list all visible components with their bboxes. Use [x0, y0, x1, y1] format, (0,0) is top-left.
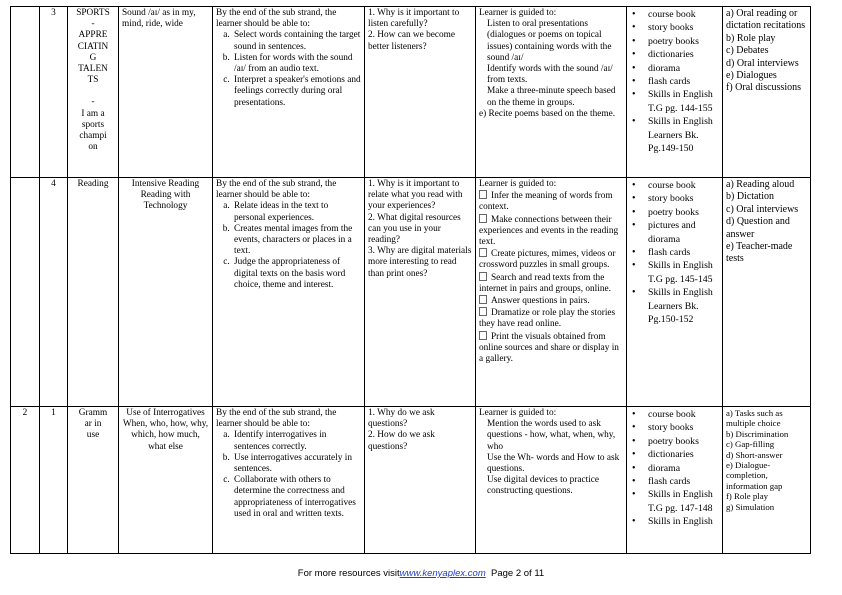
resource-item: • Skills in English T.G pg. 145-145 — [640, 259, 719, 286]
resources-cell — [627, 407, 723, 554]
resource-item: • flash cards — [640, 75, 719, 88]
assessment-cell — [723, 178, 811, 407]
page-number: Page 2 of 11 — [491, 568, 545, 579]
strand-line: champi — [79, 131, 107, 142]
outcome-item: a. Identify interrogatives in sentences correctly. — [232, 430, 361, 452]
resource-item: • diorama — [640, 62, 719, 75]
outcome-item: a. Select words containing the target sound in sentences. — [232, 30, 361, 52]
resource-item: • story books — [640, 21, 719, 34]
checkbox-glyph-icon — [479, 214, 487, 223]
outcome-item: a. Relate ideas in the text to personal experiences. — [232, 201, 361, 223]
lesson-cell: 1 — [40, 407, 68, 554]
page-footer — [0, 568, 842, 579]
strand-line: APPRE — [78, 30, 108, 41]
resources-cell — [627, 7, 723, 178]
resource-item: • Skills in English Learners Bk. Pg.149-150 — [640, 115, 719, 155]
strand-line: CIATIN — [77, 41, 109, 52]
experiences-cell — [476, 7, 627, 178]
outcome-item: b. Use interrogatives accurately in sentences. — [232, 453, 361, 475]
resource-item: • course book — [640, 179, 719, 192]
assessment-item: c) Debates — [726, 45, 769, 57]
experience-item: Search and read texts from the internet in pairs and groups, online. — [479, 272, 611, 294]
experiences-cell — [476, 407, 627, 554]
outcomes-cell — [213, 178, 365, 407]
outcome-item: c. Interpret a speaker's emotions and feelings correctly during oral presentations. — [232, 75, 361, 109]
lesson-cell: 4 — [40, 178, 68, 407]
strand-line: TALEN — [78, 64, 108, 75]
inquiry-question: 2. What digital resources can you use in your reading? — [368, 212, 461, 246]
checkbox-glyph-icon — [479, 248, 487, 257]
footer-prefix: For more resources visit — [297, 568, 400, 579]
strand-line: TS — [87, 75, 99, 86]
assessment-item: c) Gap-filling — [726, 439, 775, 450]
inquiry-cell — [365, 7, 476, 178]
outcomes-intro: By the end of the sub strand, the learner should be able to: — [216, 408, 337, 430]
experience-item: Listen to oral presentations (dialogues or poems on topical issues) containing words with the sound /aɪ/ — [487, 19, 612, 63]
strand-line: Reading — [77, 179, 109, 189]
outcome-item: c. Collaborate with others to determine the correctness and appropriateness of interrogatives used in oral and written texts. — [232, 475, 361, 520]
strand-cell — [68, 178, 119, 407]
resource-item: • flash cards — [640, 246, 719, 259]
resource-item: • story books — [640, 192, 719, 205]
inquiry-question: 1. Why do we ask questions? — [368, 408, 435, 430]
experience-item: e) Recite poems based on the theme. — [479, 108, 616, 119]
resources-cell — [627, 178, 723, 407]
strand-line: - — [91, 19, 95, 30]
experiences-cell — [476, 178, 627, 407]
table-row — [11, 178, 811, 407]
experience-item: Use digital devices to practice constructing questions. — [487, 475, 600, 497]
outcomes-intro: By the end of the sub strand, the learner should be able to: — [216, 179, 337, 201]
strand-line — [71, 86, 115, 97]
assessment-item: b) Discrimination — [726, 428, 789, 439]
footer-link[interactable]: www.kenyaplex.com — [399, 568, 486, 579]
checkbox-glyph-icon — [479, 272, 487, 281]
outcomes-intro: By the end of the sub strand, the learner should be able to: — [216, 8, 337, 30]
assessment-item: d) Short-answer — [726, 449, 783, 460]
checkbox-glyph-icon — [479, 295, 487, 304]
inquiry-question: 2. How do we ask questions? — [368, 430, 435, 452]
assessment-cell — [723, 7, 811, 178]
experience-item: Create pictures, mimes, videos or crossword puzzles in small groups. — [479, 249, 616, 271]
experience-item: Answer questions in pairs. — [479, 295, 623, 307]
assessment-item: b) Role play — [726, 32, 776, 44]
strand-cell — [68, 7, 119, 178]
assessment-item: a) Tasks such as multiple choice — [726, 408, 783, 429]
experience-item: Print the visuals obtained from online sources and share or display in a gallery. — [479, 331, 619, 365]
checkbox-glyph-icon — [479, 307, 487, 316]
resource-item: • poetry books — [640, 35, 719, 48]
inquiry-question: 2. How can we become better listeners? — [368, 30, 455, 52]
experience-item: Make connections between their experiences and events in the reading text. — [479, 214, 619, 248]
experience-item: Infer the meaning of words from context. — [479, 191, 613, 213]
scheme-of-work-table — [10, 6, 811, 554]
strand-line: use — [86, 430, 100, 441]
assessment-item: c) Oral interviews — [726, 203, 799, 215]
outcome-item: c. Judge the appropriateness of digital texts on the basis word choice, theme and interest. — [232, 257, 361, 291]
resource-item: • poetry books — [640, 206, 719, 219]
resource-item: • pictures and diorama — [640, 219, 719, 246]
inquiry-cell — [365, 178, 476, 407]
experience-item: Make a three-minute speech based on the theme in groups. — [487, 86, 616, 108]
experience-item: Dramatize or role play the stories they have read online. — [479, 308, 616, 330]
checkbox-glyph-icon — [479, 331, 487, 340]
strand-line: SPORTS — [76, 8, 110, 18]
experience-item: Mention the words used to ask questions - how, what, when, why, who — [487, 419, 616, 452]
assessment-item: g) Simulation — [726, 501, 775, 512]
inquiry-question: 1. Why is it important to relate what you read with your experiences? — [368, 179, 463, 212]
checkbox-glyph-icon — [479, 190, 487, 199]
experiences-intro: Learner is guided to: — [479, 8, 557, 18]
resource-item: • course book — [640, 408, 719, 421]
outcomes-cell — [213, 7, 365, 178]
strand-line: Gramm — [78, 408, 108, 418]
assessment-cell — [723, 407, 811, 554]
resource-item: • dictionaries — [640, 48, 719, 61]
resource-item: • flash cards — [640, 475, 719, 488]
experience-item: Identify words with the sound /aɪ/ from texts. — [487, 64, 613, 86]
resource-item: • Skills in English T.G pg. 144-155 — [640, 88, 719, 115]
assessment-item: e) Teacher-made tests — [726, 241, 793, 265]
resource-item: • diorama — [640, 462, 719, 475]
experiences-intro: Learner is guided to: — [479, 179, 557, 189]
assessment-item: d) Oral interviews — [726, 57, 799, 69]
lesson-cell: 3 — [40, 7, 68, 178]
resource-item: • dictionaries — [640, 448, 719, 461]
substrand-cell: Use of Interrogatives When, who, how, why, which, how much, what else — [119, 407, 213, 554]
assessment-item: a) Reading aloud — [726, 179, 795, 190]
experience-item: Use the Wh- words and How to ask questions. — [487, 452, 620, 475]
inquiry-question: 3. Why are digital materials more interesting to read than print ones? — [368, 246, 472, 279]
assessment-item: e) Dialogues — [726, 70, 777, 82]
table-row — [11, 7, 811, 178]
experiences-intro: Learner is guided to: — [479, 408, 557, 418]
strand-line: G — [89, 52, 97, 63]
week-cell — [11, 7, 40, 178]
table-row — [11, 407, 811, 554]
assessment-item: d) Question and answer — [726, 216, 790, 240]
substrand-cell: Sound /aɪ/ as in my, mind, ride, wide — [119, 7, 213, 178]
inquiry-cell — [365, 407, 476, 554]
strand-line: on — [88, 142, 98, 153]
resource-item: • Skills in English — [640, 515, 719, 528]
resource-item: • Skills in English T.G pg. 147-148 — [640, 488, 719, 515]
assessment-item: a) Oral reading or dictation recitations — [726, 8, 806, 32]
strand-cell — [68, 407, 119, 554]
strand-line: - — [91, 97, 95, 108]
inquiry-question: 1. Why is it important to listen carefully? — [368, 8, 460, 30]
strand-line: sports — [81, 119, 105, 130]
assessment-item: f) Oral discussions — [726, 82, 801, 94]
week-cell: 2 — [11, 407, 40, 554]
resource-item: • Skills in English Learners Bk. Pg.150-152 — [640, 286, 719, 326]
outcome-item: b. Listen for words with the sound /aɪ/ from an audio text. — [232, 53, 361, 75]
week-cell — [11, 178, 40, 407]
strand-line: ar in — [84, 419, 102, 430]
outcomes-cell — [213, 407, 365, 554]
strand-line: I am a — [81, 108, 105, 119]
resource-item: • story books — [640, 421, 719, 434]
resource-item: • course book — [640, 8, 719, 21]
resource-item: • poetry books — [640, 435, 719, 448]
assessment-item: f) Role play — [726, 491, 769, 502]
assessment-item: e) Dialogue-completion, information gap — [726, 460, 783, 491]
assessment-item: b) Dictation — [726, 191, 775, 203]
substrand-cell: Intensive Reading Reading with Technology — [119, 178, 213, 407]
outcome-item: b. Creates mental images from the events, characters or places in a text. — [232, 224, 361, 258]
